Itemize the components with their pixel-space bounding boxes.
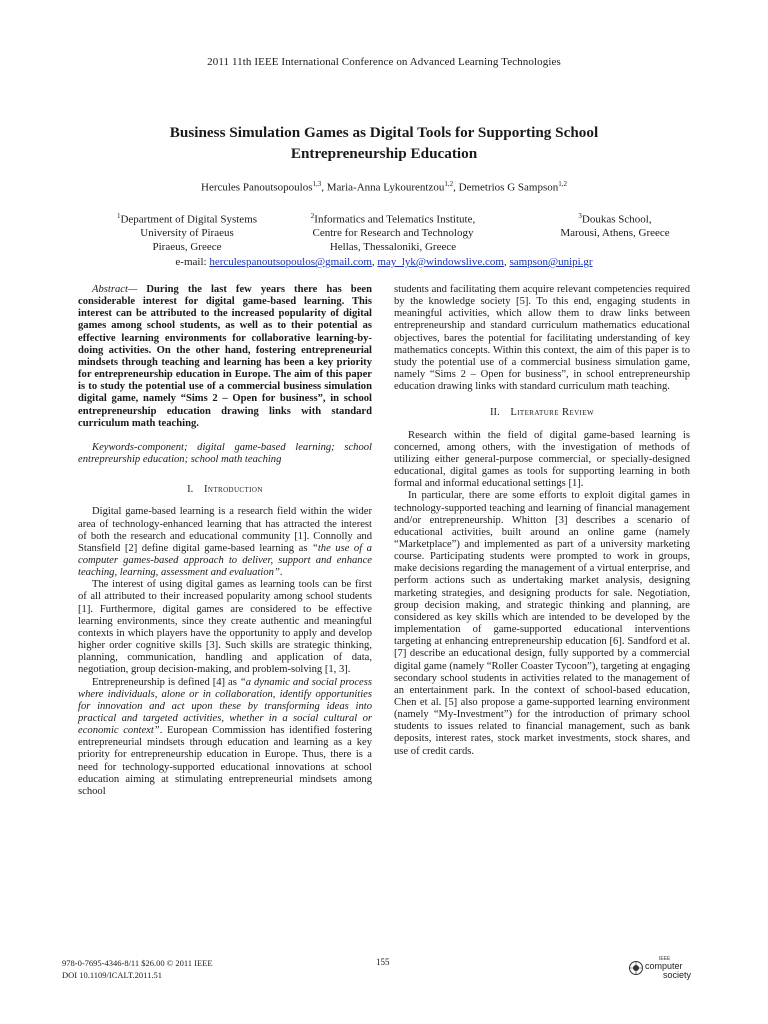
author-2: Maria-Anna Lykourentzou (326, 181, 445, 194)
left-column (78, 284, 372, 798)
right-paragraph-continued: students and facilitating them acquire relevant competencies required by the knowledge society [5]. To this end, engaging students in meaningful activities, which allow them to draw links between entrepreneurship and standard curriculum mathematics educational objectives, bares the potential for facilitating understanding of key mathematics concepts. Within this context, the aim of this paper is to study the potential use of a commercial business simulation game, namely “Sims 2 – Open for business”, in school entrepreneurship education drawing links with standard curriculum math teaching. (394, 284, 690, 393)
affiliation-3-num: 3 (578, 212, 582, 220)
conference-header: 2011 11th IEEE International Conference on Advanced Learning Technologies (207, 56, 561, 68)
author-1-sup: 1,3 (312, 180, 322, 188)
paper-title (80, 122, 688, 164)
intro-p1-quote: “the use of a computer games-based approach to deliver, support and enhance teaching, learning, assessment and evaluation” (78, 542, 372, 579)
logo-ieee: IEEE (659, 956, 671, 962)
logo-mark (629, 961, 643, 975)
intro-p1-text: Digital game-based learning is a research field within the wider area of technology-enhanced learning that has attracted the interest of both the research and educational community [1]. Connolly and Stansfield [2] define digital game-based learning as (78, 506, 372, 554)
section-title: Literature Review (510, 407, 594, 419)
affiliation-1-num: 1 (116, 212, 121, 220)
affiliation-1 (92, 210, 282, 254)
affiliation-2-line-3: Hellas, Thessaloniki, Greece (329, 240, 457, 253)
intro-paragraph-1 (78, 506, 372, 579)
page-number: 155 (376, 957, 390, 967)
email-label: e-mail: (175, 256, 207, 268)
abstract (78, 284, 372, 430)
affiliation-3-line-1: Doukas School, (581, 213, 652, 226)
computer-society-logo (626, 952, 706, 982)
logo-computer: computer (645, 961, 683, 971)
lit-paragraph-2: In particular, there are some efforts to exploit digital games in technology-supported teaching and learning of financial management and/or entrepreneurship. Whitton [3] describes a scenario of educational activities, built around an online game (namely “Marketplace”) and implemented as part of a university marketing course. Participating students were prompted to work in groups, make decisions regarding the management of a virtual enterprise, and perform actions such as undertaking market analysis, designing marketing strategies, and designing products for sale. Negotiation, group decision making, and strategic thinking and planning, are considered as key skills which are intended to be developed by the implementation of game-supported educational interventions targeting at enhancing entrepreneurship education [6]. Sandford et al. [7] describe an educational design, fully supported by a commercial digital game (namely “Roller Coaster Tycoon”), targeting at engaging secondary school students in activities related to the management of an entertainment park. In the context of school-based education, Chen et al. [5] also propose a game-supported learning environment (namely “My-Investment”) for the introduction of primary school students to issues related to financial management, such as bank deposits, interest rates, stock market investments, stock shares, and use of credit cards. (394, 490, 690, 757)
author-3: Demetrios G Sampson (458, 181, 559, 194)
author-2-sup: 1,2 (444, 180, 454, 188)
email-link-1[interactable]: herculespanoutsopoulos@gmail.com (209, 256, 372, 268)
keywords: Keywords-component; digital game-based learning; school entrepreurship education; school math teaching (78, 441, 372, 466)
section-title: Introduction (203, 484, 263, 496)
lit-paragraph-1: Research within the field of digital game-based learning is concerned, among others, with the investigation of methods of utilizing either general-purpose commercial, or specially-designed educational, digital games as tools for supporting learning in both formal and informal educational settings [1]. (394, 429, 690, 490)
intro-paragraph-3 (78, 677, 372, 799)
footer-info (62, 957, 213, 981)
logo-society: society (663, 970, 692, 980)
author-list: Hercules Panoutsopoulos$^{1,3}$, Maria-Anna Lykourentzou$^{1,2}$, Demetrios G Sampson$^{1,2}$ (201, 180, 567, 194)
title-line-1: Business Simulation Games as Digital Tools for Supporting School (169, 124, 599, 141)
email-line: e-mail: herculespanoutsopoulos@gmail.com, may_lyk@windowslive.com, sampson@unipi.gr (175, 256, 593, 268)
section-number: I. (187, 484, 194, 496)
right-column (394, 284, 690, 758)
title-line-2: Entrepreneurship Education (290, 145, 478, 162)
author-1: Hercules Panoutsopoulos (201, 181, 313, 194)
intro-p1-end: . (279, 567, 283, 579)
section-number: II. (490, 407, 500, 419)
affiliation-2-line-2: Centre for Research and Technology (312, 227, 474, 240)
abstract-label: Abstract— (92, 284, 138, 295)
affiliation-1-line-1: Department of Digital Systems (120, 213, 258, 226)
footer-isbn: 978-0-7695-4346-8/11 $26.00 © 2011 IEEE (62, 958, 213, 968)
section-heading-introduction (78, 484, 372, 496)
abstract-text: During the last few years there has been considerable interest for digital game-based learning. This interest can be attributed to the increased popularity of digital games among school students, as well as to their potential as effective learning environments for collaborative learning-by-doing activities. On the other hand, fostering entrepreneurial mindsets through teaching and learning has been a key priority for entrepreneurship education in Europe. The aim of this paper is to study the potential use of a commercial business simulation digital game, namely “Sims 2 – Open for business”, in school entrepreneurship education drawing links with standard curriculum math teaching. (78, 284, 372, 429)
intro-p3-text: Entrepreneurship is defined [4] as (92, 676, 240, 688)
section-heading-literature-review (394, 407, 690, 419)
email-link-3[interactable]: sampson@unipi.gr (509, 256, 593, 268)
affiliation-3-line-2: Marousi, Athens, Greece (560, 227, 670, 240)
intro-p3-quote: “a dynamic and social process where individuals, alone or in collaboration, identify opportunities for innovation and act upon these by transforming ideas into practical and targeted activities, whether in a social cultural or economic context” (78, 676, 372, 737)
intro-paragraph-2: The interest of using digital games as learning tools can be first of all attributed to their increased popularity among school students [1]. Furthermore, digital games are considered to be effective learning environments, since they create authentic and meaningful contexts in which players have the opportunity to apply and develop higher order cognitive skills [3]. Such skills are strategic thinking, planning, communication, handling and application of data, negotiation, group decision-making, and problem-solving [1, 3]. (78, 579, 372, 676)
affiliation-1-line-3: Piraeus, Greece (152, 240, 222, 253)
affiliation-2-line-1: Informatics and Telematics Institute, (314, 213, 476, 226)
email-link-2[interactable]: may_lyk@windowslive.com (377, 256, 504, 268)
author-3-sup: 1,2 (558, 180, 567, 188)
footer-doi: DOI 10.1109/ICALT.2011.51 (62, 970, 162, 980)
affiliation-2 (288, 210, 498, 254)
intro-p3-end: . European Commission has identified fostering entrepreneurial mindsets through education and learning as a key priority for entrepreneurship education in Europe. Thus, there is a need for technology-supported educational innovations at school education aiming at stimulating entrepreneurial mindsets among school (78, 725, 372, 797)
affiliation-2-num: 2 (310, 212, 315, 220)
affiliation-3 (540, 210, 690, 241)
affiliation-1-line-2: University of Piraeus (140, 227, 234, 240)
